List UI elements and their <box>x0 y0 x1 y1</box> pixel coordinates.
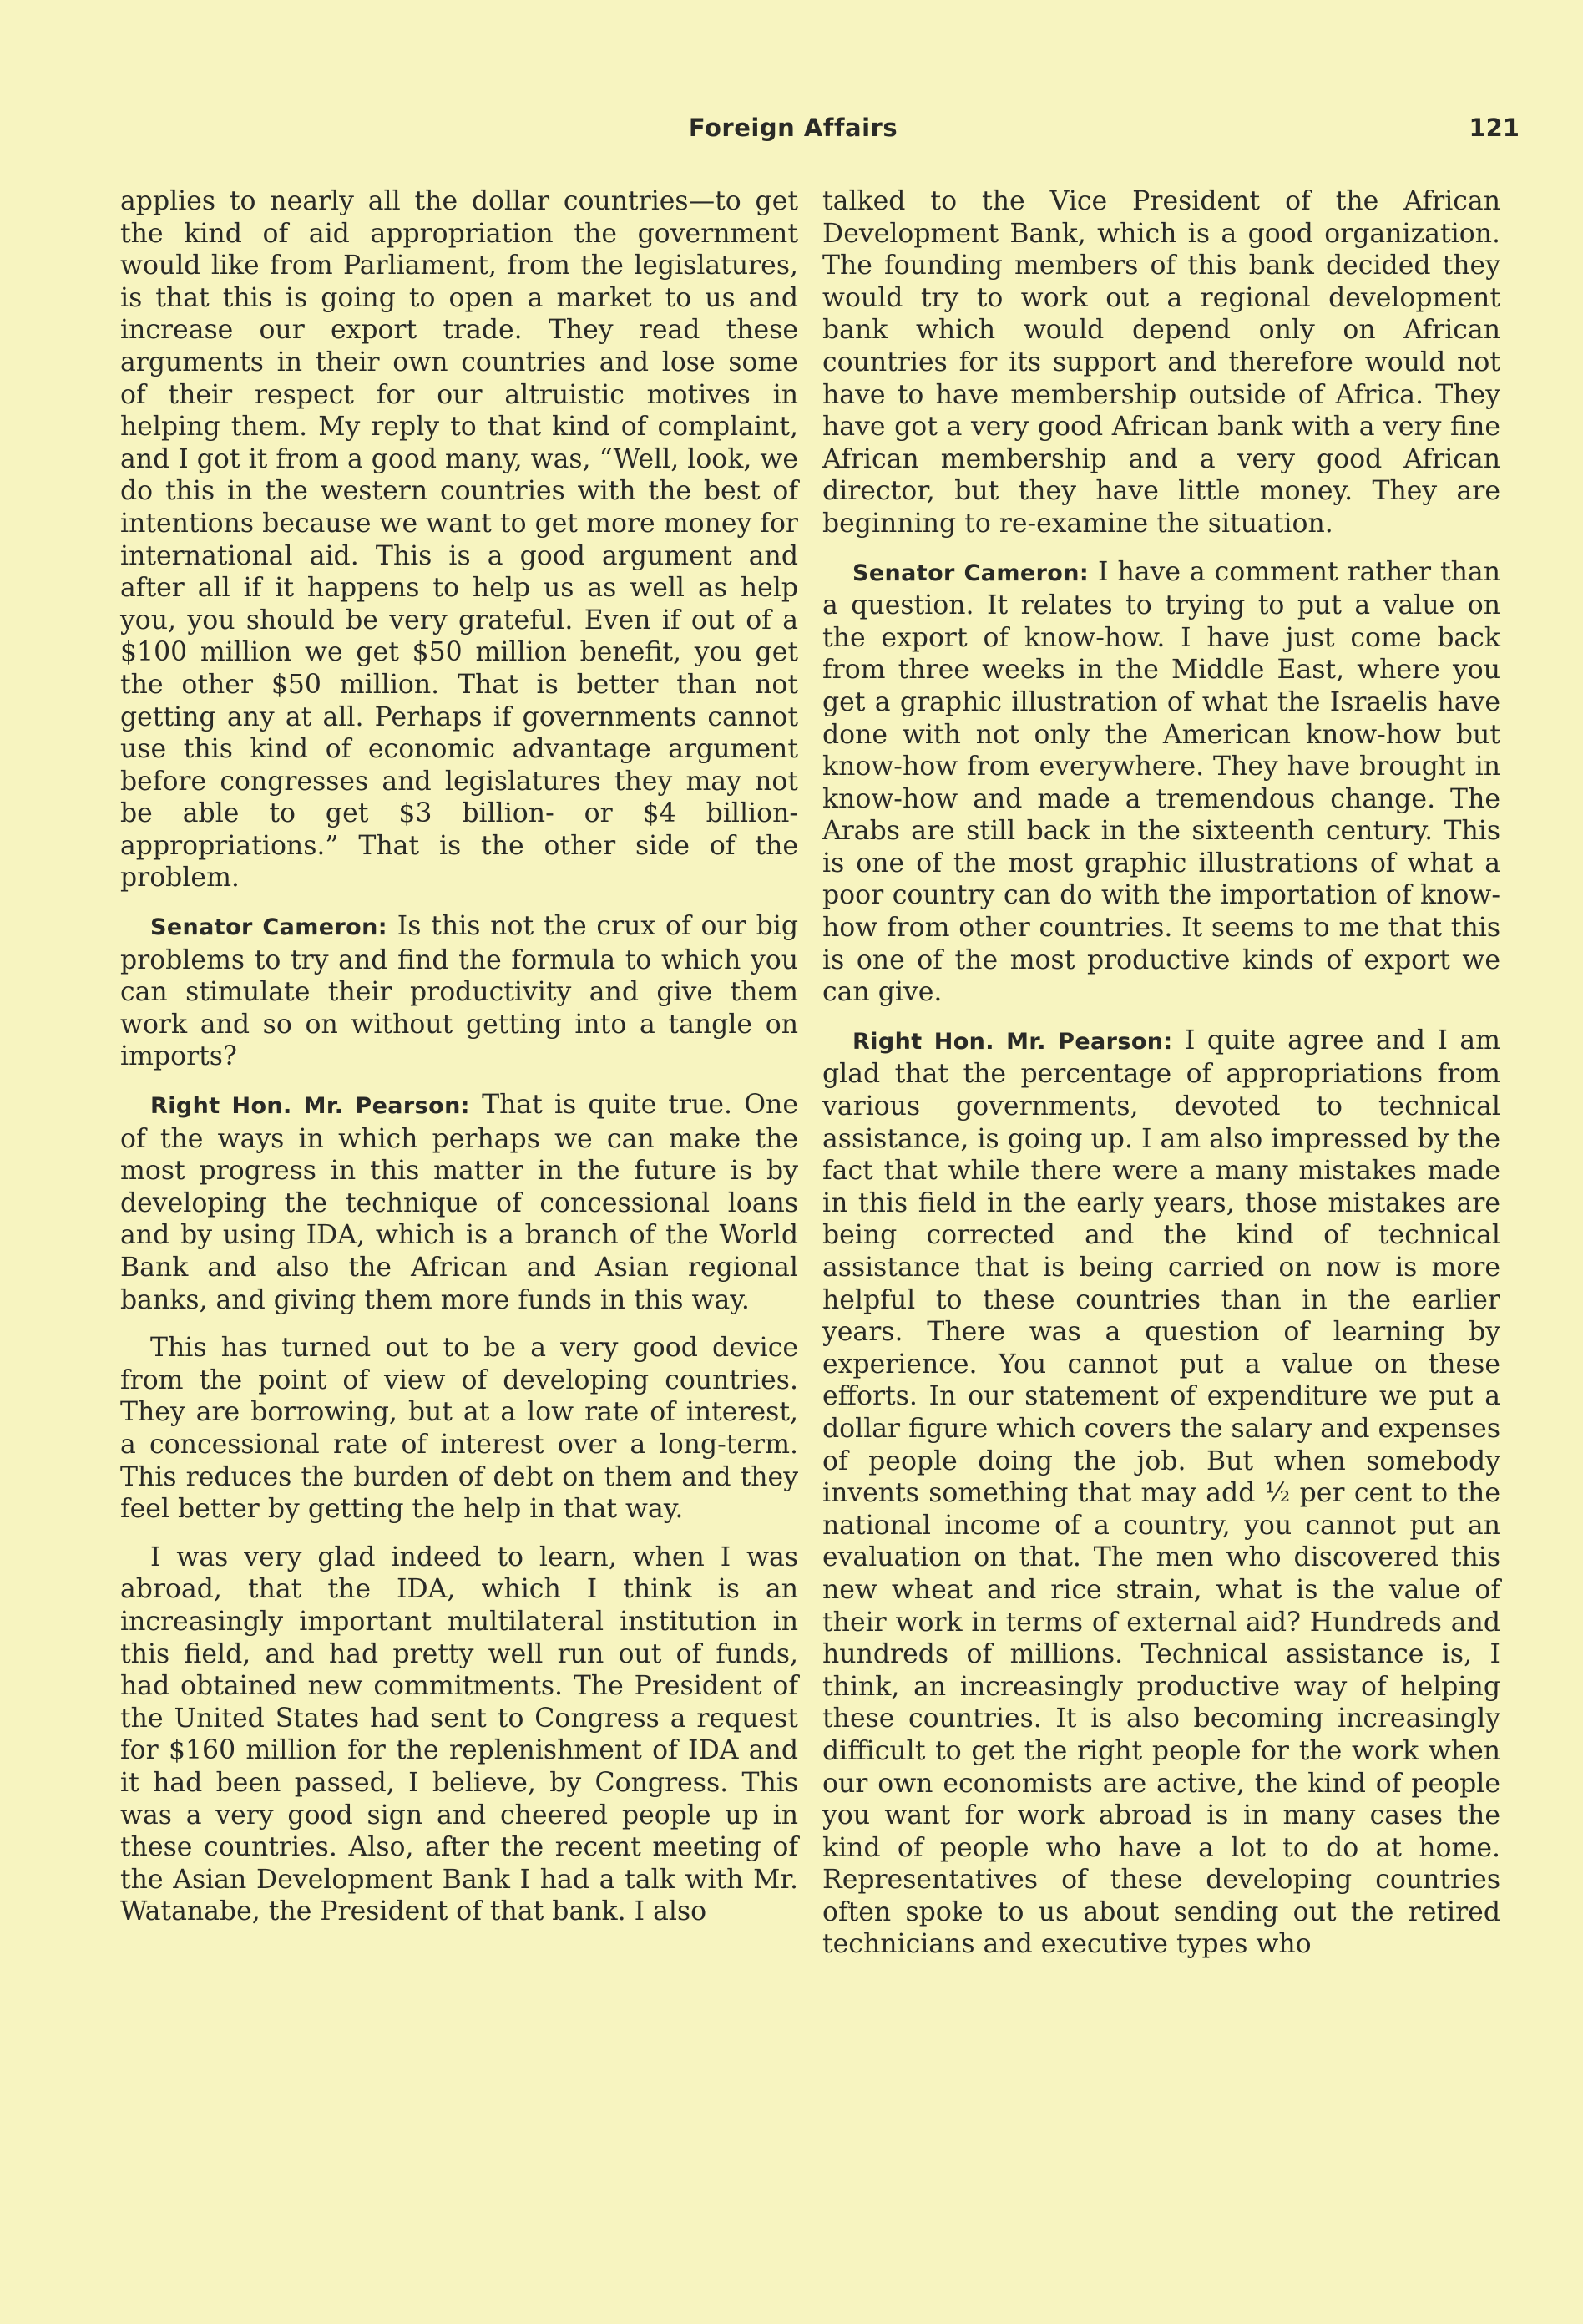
right-column <box>822 185 1500 1977</box>
left-column <box>120 185 798 1944</box>
paragraph-text: That is quite true. One of the ways in which perhaps we can make the most progress in this matter in the future is by developing the technique of concessional loans and by using IDA, which is a branch of the World Bank and also the African and Asian regional banks, and giving them more funds in this way. <box>120 1090 798 1315</box>
paragraph-text: Is this not the crux of our big problems to try and find the formula to which you can stimulate their productivity and give them work and so on without getting into a tangle on imports? <box>120 911 799 1072</box>
paragraph-text: I have a comment rather than a question. It relates to trying to put a value on the export of know-how. I have just come back from three weeks in the Middle East, where you get a graphic illustration of what the Israelis have done with not only the American know-how but know-how from everywhere. They have brought in know-how and made a tremendous change. The Arabs are still back in the sixteenth century. This is one of the most graphic illustrations of what a poor country can do with the importation of know-how from other countries. It seems to me that this is one of the most productive kinds of export we can give. <box>822 556 1500 1008</box>
paragraph <box>120 1089 798 1316</box>
paragraph <box>822 556 1500 1009</box>
paragraph: applies to nearly all the dollar countries—to get the kind of aid appropriation the government would like from Parliament, from the legislatures, is that this is going to open a market to us and increase our export trade. They read these arguments in their own countries and lose some of their respect for our altruistic motives in helping them. My reply to that kind of complaint, and I got it from a good many, was, “Well, look, we do this in the western countries with the best of intentions because we want to get more money for international aid. This is a good argument and after all if it happens to help us as well as help you, you should be very grateful. Even if out of a $100 million we get $50 million benefit, you get the other $50 million. That is better than not getting any at all. Perhaps if governments cannot use this kind of economic advantage argument before congresses and legislatures they may not be able to get $3 billion- or $4 billion-appropriations.” That is the other side of the problem. <box>120 186 798 894</box>
speaker-name: Right Hon. Mr. Pearson: <box>150 1093 470 1120</box>
paragraph <box>120 910 798 1073</box>
speaker-name: Senator Cameron: <box>150 914 387 941</box>
page-number: 121 <box>1469 114 1520 142</box>
speaker-name: Senator Cameron: <box>852 559 1090 586</box>
paragraph: I was very glad indeed to learn, when I was abroad, that the IDA, which I think is an increasingly important multilateral institution in this field, and had pretty well run out of funds, had obtained new commitments. The President of the United States had sent to Congress a request for $160 million for the replenishment of IDA and it had been passed, I believe, by Congress. This was a very good sign and cheered people up in these countries. Also, after the recent meeting of the Asian Development Bank I had a talk with Mr. Watanabe, the President of that bank. I also <box>120 1542 798 1927</box>
paragraph: talked to the Vice President of the African Development Bank, which is a good organization. The founding members of this bank decided they would try to work out a regional development bank which would depend only on African countries for its support and therefore would not have to have membership outside of Africa. They have got a very good African bank with a very fine African membership and a very good African director, but they have little money. They are beginning to re-examine the situation. <box>822 186 1500 539</box>
running-header-title: Foreign Affairs <box>688 114 898 142</box>
paragraph: This has turned out to be a very good device from the point of view of developing countries. They are borrowing, but at a low rate of interest, a concessional rate of interest over a long-term. This reduces the burden of debt on them and they feel better by getting the help in that way. <box>120 1333 798 1525</box>
paragraph-text: I quite agree and I am glad that the percentage of appropriations from various governments, devoted to technical assistance, is going up. I am also impressed by the fact that while there were a many mistakes made in this field in the early years, those mistakes are being corrected and the kind of technical assistance that is being carried on now is more helpful to these countries than in the earlier years. There was a question of learning by experience. You cannot put a value on these efforts. In our statement of expenditure we put a dollar figure which covers the salary and expenses of people doing the job. But when somebody invents something that may add ½ per cent to the national income of a country, you cannot put an evaluation on that. The men who discovered this new wheat and rice strain, what is the value of their work in terms of external aid? Hundreds and hundreds of millions. Technical assistance is, I think, an increasingly productive way of helping these countries. It is also becoming increasingly difficult to get the right people for the work when our own economists are active, the kind of people you want for work abroad is in many cases the kind of people who have a lot to do at home. Representatives of these developing countries often spoke to us about sending out the retired technicians and executive types who <box>822 1025 1500 1960</box>
speaker-name: Right Hon. Mr. Pearson: <box>852 1028 1173 1055</box>
paragraph <box>822 1025 1500 1961</box>
